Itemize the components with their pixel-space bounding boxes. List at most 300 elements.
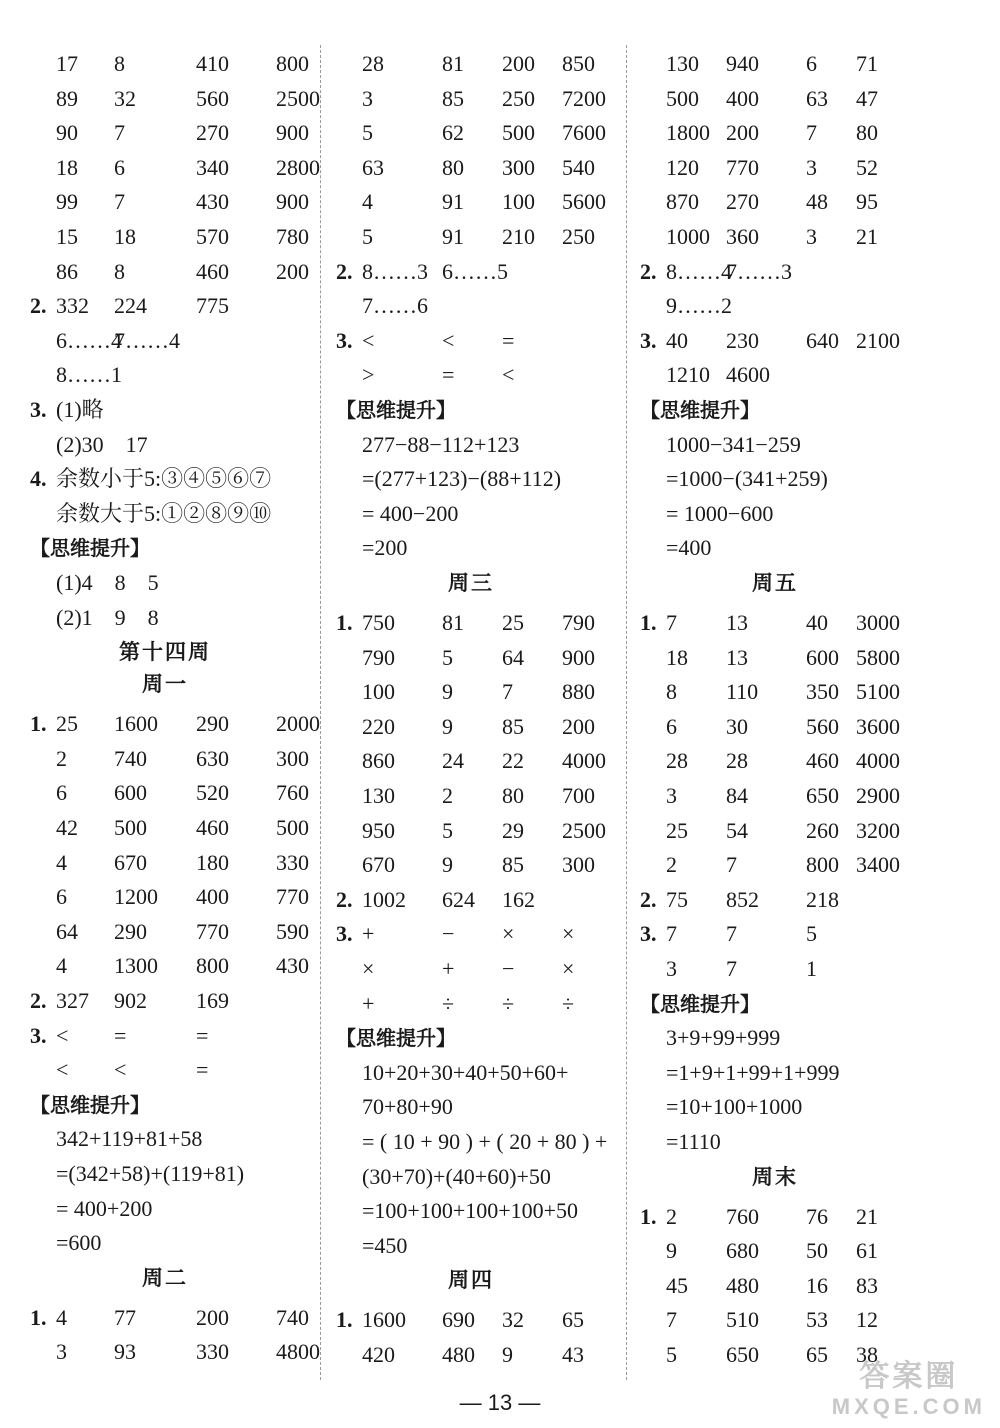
answer-value: 290 bbox=[196, 711, 229, 737]
question-number: 1. bbox=[336, 1307, 353, 1333]
section-heading: 【思维提升】 bbox=[336, 1026, 456, 1051]
answer-value: 600 bbox=[114, 780, 147, 806]
answer-value: + bbox=[362, 921, 375, 947]
answer-value: 1800 bbox=[666, 120, 710, 146]
answer-value: 290 bbox=[114, 918, 147, 944]
answer-value: 400 bbox=[726, 85, 759, 111]
answer-value: (2)30 17 bbox=[56, 431, 148, 457]
answer-value: 5 bbox=[362, 224, 373, 249]
answer-value: 91 bbox=[442, 189, 464, 215]
answer-value: × bbox=[562, 921, 575, 947]
answer-value: 650 bbox=[806, 783, 839, 808]
column-divider-left bbox=[320, 45, 321, 1380]
question-number: 1. bbox=[640, 610, 657, 635]
answer-value: 17 bbox=[56, 51, 78, 76]
question-number: 2. bbox=[30, 988, 47, 1013]
answer-value: 7 bbox=[502, 679, 513, 705]
answer-value: 332 bbox=[56, 293, 89, 319]
page-number: — 13 — bbox=[459, 1390, 541, 1415]
answer-value: 21 bbox=[856, 1203, 878, 1229]
answer-value: 83 bbox=[856, 1272, 878, 1298]
answer-value: 8……1 bbox=[56, 362, 122, 388]
answer-value: 4000 bbox=[562, 748, 606, 774]
answer-value: 770 bbox=[196, 918, 229, 944]
answer-value: 40 bbox=[806, 610, 828, 635]
answer-value: 1600 bbox=[114, 711, 158, 737]
answer-value: 350 bbox=[806, 679, 839, 705]
answer-value: < bbox=[362, 327, 375, 353]
answer-value: 3400 bbox=[856, 852, 900, 878]
answer-value: 61 bbox=[856, 1238, 878, 1264]
answer-value: 510 bbox=[726, 1307, 759, 1333]
answer-value: 8 bbox=[114, 258, 125, 284]
answer-value: 950 bbox=[362, 817, 395, 843]
answer-value: 43 bbox=[562, 1342, 584, 1367]
question-number: 4. bbox=[30, 466, 47, 492]
answer-value: 9 bbox=[502, 1342, 513, 1367]
answer-value: 81 bbox=[442, 51, 464, 76]
answer-value: 4800 bbox=[276, 1339, 320, 1365]
answer-value: 7……4 bbox=[114, 327, 180, 353]
answer-value: 25 bbox=[666, 817, 688, 843]
answer-value: 3 bbox=[362, 85, 373, 111]
answer-value: + bbox=[442, 956, 455, 981]
answer-value: 1210 bbox=[666, 362, 710, 388]
answer-value: 220 bbox=[362, 713, 395, 739]
answer-value: 700 bbox=[562, 783, 595, 808]
answer-value: 15 bbox=[56, 224, 78, 249]
answer-value: 330 bbox=[276, 849, 309, 875]
answer-value: × bbox=[502, 921, 515, 947]
answer-value: =1+9+1+99+1+999 bbox=[666, 1059, 840, 1085]
answer-value: 7 bbox=[726, 852, 737, 878]
answer-value: 2 bbox=[442, 783, 453, 808]
answer-value: =(342+58)+(119+81) bbox=[56, 1161, 245, 1186]
answer-value: 780 bbox=[276, 224, 309, 249]
answer-value: 9 bbox=[442, 852, 453, 878]
answer-value: 900 bbox=[562, 644, 595, 670]
answer-value: 740 bbox=[276, 1304, 309, 1330]
question-number: 3. bbox=[640, 327, 657, 353]
answer-value: ÷ bbox=[442, 990, 455, 1016]
answer-value: 62 bbox=[442, 120, 464, 146]
answer-value: 3200 bbox=[856, 817, 900, 843]
answer-value: 100 bbox=[502, 189, 535, 215]
answer-value: 224 bbox=[114, 293, 147, 319]
answer-value: 5 bbox=[442, 644, 453, 670]
answer-value: 余数小于5:③④⑤⑥⑦ bbox=[56, 466, 272, 492]
answer-value: 8……3 bbox=[362, 258, 428, 284]
answer-value: (30+70)+(40+60)+50 bbox=[362, 1163, 551, 1189]
answer-value: 9 bbox=[442, 713, 453, 739]
answer-value: = bbox=[442, 362, 455, 388]
watermark-logo bbox=[832, 1362, 986, 1422]
answer-value: 52 bbox=[856, 154, 878, 180]
answer-value: 540 bbox=[562, 154, 595, 180]
question-number: 2. bbox=[336, 886, 353, 912]
answer-value: 65 bbox=[562, 1307, 584, 1333]
answer-value: 5600 bbox=[562, 189, 606, 215]
answer-value: 8 bbox=[666, 679, 677, 705]
answer-value: 500 bbox=[114, 815, 147, 840]
answer-value: 25 bbox=[56, 711, 78, 737]
answer-value: = bbox=[196, 1057, 209, 1083]
answer-value: 3 bbox=[806, 224, 817, 249]
answer-value: 500 bbox=[502, 120, 535, 146]
answer-value: 3000 bbox=[856, 610, 900, 635]
answer-value: 1 bbox=[806, 956, 817, 981]
answer-value: 200 bbox=[562, 713, 595, 739]
answer-value: × bbox=[562, 956, 575, 981]
answer-value: 900 bbox=[276, 189, 309, 215]
question-number: 3. bbox=[336, 921, 353, 947]
section-heading: 【思维提升】 bbox=[30, 1092, 150, 1117]
answer-value: 3 bbox=[806, 154, 817, 180]
answer-value: < bbox=[56, 1022, 69, 1048]
answer-value: 80 bbox=[502, 783, 524, 808]
answer-value: 850 bbox=[562, 51, 595, 76]
answer-value: 5 bbox=[442, 817, 453, 843]
answer-value: 71 bbox=[856, 51, 878, 76]
question-number: 1. bbox=[336, 610, 353, 635]
answer-value: < bbox=[442, 327, 455, 353]
answer-value: 110 bbox=[726, 679, 759, 705]
answer-value: = ( 10 + 90 ) + ( 20 + 80 ) + bbox=[362, 1129, 608, 1154]
answer-value: 6 bbox=[806, 51, 817, 76]
answer-value: 260 bbox=[806, 817, 839, 843]
answer-value: 480 bbox=[442, 1342, 475, 1367]
answer-value: 130 bbox=[666, 51, 699, 76]
answer-value: ÷ bbox=[562, 990, 575, 1016]
answer-value: 270 bbox=[726, 189, 759, 215]
answer-value: 770 bbox=[726, 154, 759, 180]
answer-value: 670 bbox=[114, 849, 147, 875]
question-number: 3. bbox=[640, 921, 657, 947]
answer-value: 9 bbox=[442, 679, 453, 705]
answer-value: 余数大于5:①②⑧⑨⑩ bbox=[56, 500, 272, 526]
answer-value: 5100 bbox=[856, 679, 900, 705]
answer-value: 250 bbox=[502, 85, 535, 111]
answer-value: =10+100+1000 bbox=[666, 1094, 803, 1120]
section-heading: 【思维提升】 bbox=[640, 398, 760, 422]
answer-value: 30 bbox=[726, 713, 748, 739]
answer-value: 7 bbox=[114, 189, 125, 215]
answer-value: < bbox=[56, 1057, 69, 1083]
answer-value: 200 bbox=[196, 1304, 229, 1330]
answer-value: (2)1 9 8 bbox=[56, 604, 159, 630]
answer-value: 77 bbox=[114, 1304, 136, 1330]
answer-value: 870 bbox=[666, 189, 699, 215]
answer-value: + bbox=[362, 990, 375, 1016]
answer-value: 50 bbox=[806, 1238, 828, 1264]
answer-value: 85 bbox=[502, 852, 524, 878]
answer-value: 740 bbox=[114, 745, 147, 771]
answer-value: 750 bbox=[362, 610, 395, 635]
answer-value: > bbox=[362, 362, 375, 388]
answer-value: 600 bbox=[806, 644, 839, 670]
answer-value: 5 bbox=[806, 921, 817, 947]
answer-value: 9 bbox=[666, 1238, 677, 1264]
answer-value: 80 bbox=[442, 154, 464, 180]
answer-value: 2 bbox=[666, 852, 677, 878]
answer-value: × bbox=[362, 956, 375, 981]
answer-value: 169 bbox=[196, 988, 229, 1013]
question-number: 3. bbox=[30, 1022, 47, 1048]
answer-value: 218 bbox=[806, 886, 839, 912]
section-heading: 【思维提升】 bbox=[640, 991, 760, 1016]
answer-value: 7200 bbox=[562, 85, 606, 111]
answer-value: 65 bbox=[806, 1342, 828, 1367]
answer-value: 1002 bbox=[362, 886, 406, 912]
answer-value: 7……6 bbox=[362, 293, 428, 319]
answer-value: 430 bbox=[196, 189, 229, 215]
answer-value: 7 bbox=[666, 610, 677, 635]
answer-value: 4000 bbox=[856, 748, 900, 774]
answer-value: (1)4 8 5 bbox=[56, 570, 159, 595]
answer-value: 690 bbox=[442, 1307, 475, 1333]
answer-value: 3 bbox=[56, 1339, 67, 1365]
answer-value: − bbox=[442, 921, 455, 947]
answer-value: 40 bbox=[666, 327, 688, 353]
day-title-thu: 周四 bbox=[448, 1268, 494, 1293]
answer-value: 680 bbox=[726, 1238, 759, 1264]
answer-value: 18 bbox=[56, 154, 78, 180]
answer-value: 800 bbox=[806, 852, 839, 878]
answer-value: 7 bbox=[726, 921, 737, 947]
answer-value: (1)略 bbox=[56, 397, 104, 422]
answer-value: 7 bbox=[726, 956, 737, 981]
answer-value: 48 bbox=[806, 189, 828, 215]
answer-value: = 400+200 bbox=[56, 1195, 153, 1221]
answer-value: 460 bbox=[196, 258, 229, 284]
answer-value: = 400−200 bbox=[362, 500, 459, 526]
answer-value: 200 bbox=[276, 258, 309, 284]
answer-value: 89 bbox=[56, 85, 78, 111]
answer-value: 670 bbox=[362, 852, 395, 878]
answer-value: 590 bbox=[276, 918, 309, 944]
answer-value: 460 bbox=[196, 815, 229, 840]
answer-value: = 1000−600 bbox=[666, 500, 774, 526]
answer-value: 560 bbox=[196, 85, 229, 111]
question-number: 2. bbox=[640, 886, 657, 912]
answer-value: 28 bbox=[726, 748, 748, 774]
question-number: 1. bbox=[640, 1203, 657, 1229]
question-number: 1. bbox=[30, 711, 47, 737]
answer-value: 28 bbox=[362, 51, 384, 76]
answer-value: 327 bbox=[56, 988, 89, 1013]
answer-value: 28 bbox=[666, 748, 688, 774]
answer-value: 18 bbox=[666, 644, 688, 670]
answer-value: =1110 bbox=[666, 1129, 721, 1154]
answer-value: 230 bbox=[726, 327, 759, 353]
answer-value: 460 bbox=[806, 748, 839, 774]
answer-value: =1000−(341+259) bbox=[666, 466, 828, 492]
answer-value: 32 bbox=[114, 85, 136, 111]
answer-value: 13 bbox=[726, 644, 748, 670]
answer-value: 650 bbox=[726, 1342, 759, 1367]
answer-value: 9……2 bbox=[666, 293, 732, 319]
answer-value: 13 bbox=[726, 610, 748, 635]
answer-value: 560 bbox=[806, 713, 839, 739]
answer-value: 500 bbox=[276, 815, 309, 840]
answer-value: 410 bbox=[196, 51, 229, 76]
answer-value: 63 bbox=[362, 154, 384, 180]
question-number: 2. bbox=[336, 258, 353, 284]
answer-value: 162 bbox=[502, 886, 535, 912]
answer-value: 38 bbox=[856, 1342, 878, 1367]
answer-value: 18 bbox=[114, 224, 136, 249]
answer-value: 760 bbox=[276, 780, 309, 806]
answer-value: =600 bbox=[56, 1230, 102, 1256]
watermark-line1: 答案圈 bbox=[859, 1360, 959, 1393]
answer-value: =(277+123)−(88+112) bbox=[362, 466, 562, 492]
answer-value: = bbox=[114, 1022, 127, 1048]
answer-value: 4 bbox=[362, 189, 373, 215]
answer-value: 4 bbox=[56, 1304, 67, 1330]
answer-value: 8 bbox=[114, 51, 125, 76]
answer-value: 3 bbox=[666, 956, 677, 981]
question-number: 2. bbox=[30, 293, 47, 319]
answer-value: 520 bbox=[196, 780, 229, 806]
answer-value: 270 bbox=[196, 120, 229, 146]
answer-value: 32 bbox=[502, 1307, 524, 1333]
answer-value: 790 bbox=[362, 644, 395, 670]
answer-value: 64 bbox=[502, 644, 524, 670]
day-title-fri: 周五 bbox=[752, 571, 798, 595]
answer-value: 5 bbox=[666, 1342, 677, 1367]
answer-value: 330 bbox=[196, 1339, 229, 1365]
answer-value: 21 bbox=[856, 224, 878, 249]
answer-value: 80 bbox=[856, 120, 878, 146]
answer-value: 90 bbox=[56, 120, 78, 146]
week-title: 第十四周 bbox=[119, 640, 211, 665]
answer-value: 130 bbox=[362, 783, 395, 808]
answer-value: 12 bbox=[856, 1307, 878, 1333]
answer-value: 47 bbox=[856, 85, 878, 111]
answer-value: 800 bbox=[196, 953, 229, 979]
answer-value: 24 bbox=[442, 748, 464, 774]
answer-value: 210 bbox=[502, 224, 535, 249]
day-title-weekend: 周末 bbox=[752, 1164, 798, 1189]
answer-value: 22 bbox=[502, 748, 524, 774]
answer-value: 91 bbox=[442, 224, 464, 249]
answer-value: 54 bbox=[726, 817, 748, 843]
answer-value: − bbox=[502, 956, 515, 981]
answer-value: 81 bbox=[442, 610, 464, 635]
answer-value: ÷ bbox=[502, 990, 515, 1016]
answer-value: 500 bbox=[666, 85, 699, 111]
answer-value: 480 bbox=[726, 1272, 759, 1298]
day-title-mon: 周一 bbox=[142, 672, 188, 697]
answer-value: 940 bbox=[726, 51, 759, 76]
answer-value: 3+9+99+999 bbox=[666, 1025, 781, 1051]
answer-value: 2500 bbox=[562, 817, 606, 843]
answer-value: 86 bbox=[56, 258, 78, 284]
answer-value: =200 bbox=[362, 535, 408, 561]
answer-value: 25 bbox=[502, 610, 524, 635]
watermark-line2: MXQE.COM bbox=[831, 1394, 986, 1419]
answer-value: 63 bbox=[806, 85, 828, 111]
answer-value: 770 bbox=[276, 884, 309, 910]
answer-value: 200 bbox=[502, 51, 535, 76]
answer-value: 360 bbox=[726, 224, 759, 249]
answer-value: 570 bbox=[196, 224, 229, 249]
answer-value: 2500 bbox=[276, 85, 320, 111]
answer-value: 7 bbox=[666, 1307, 677, 1333]
day-title-tue: 周二 bbox=[142, 1265, 188, 1290]
answer-value: 6……5 bbox=[442, 258, 508, 284]
answer-value: 880 bbox=[562, 679, 595, 705]
answer-value: 800 bbox=[276, 51, 309, 76]
answer-value: 4600 bbox=[726, 362, 770, 388]
answer-value: 790 bbox=[562, 610, 595, 635]
answer-value: 6 bbox=[666, 713, 677, 739]
answer-value: =450 bbox=[362, 1232, 408, 1258]
answer-value: 42 bbox=[56, 815, 78, 840]
answer-value: 85 bbox=[502, 713, 524, 739]
answer-value: 84 bbox=[726, 783, 748, 808]
answer-value: 70+80+90 bbox=[362, 1094, 453, 1120]
answer-value: 760 bbox=[726, 1203, 759, 1229]
section-heading: 【思维提升】 bbox=[30, 536, 150, 561]
answer-value: < bbox=[502, 362, 515, 388]
answer-value: < bbox=[114, 1057, 127, 1083]
answer-value: 29 bbox=[502, 817, 524, 843]
answer-value: 75 bbox=[666, 886, 688, 912]
answer-value: 53 bbox=[806, 1307, 828, 1333]
column-divider-right bbox=[626, 45, 627, 1380]
answer-value: = bbox=[502, 327, 515, 353]
answer-value: =100+100+100+100+50 bbox=[362, 1198, 579, 1224]
answer-value: 2900 bbox=[856, 783, 900, 808]
answer-value: 5800 bbox=[856, 644, 900, 670]
answer-value: 7 bbox=[666, 921, 677, 947]
day-title-wed: 周三 bbox=[448, 571, 494, 595]
answer-value: 6……4 bbox=[56, 327, 122, 353]
answer-value: 6 bbox=[114, 154, 125, 180]
answer-value: 1200 bbox=[114, 884, 158, 910]
answer-value: 300 bbox=[502, 154, 535, 180]
answer-value: 630 bbox=[196, 745, 229, 771]
answer-value: 99 bbox=[56, 189, 78, 215]
answer-value: 342+119+81+58 bbox=[56, 1126, 203, 1152]
answer-value: 420 bbox=[362, 1342, 395, 1367]
answer-value: 3600 bbox=[856, 713, 900, 739]
answer-value: 300 bbox=[562, 852, 595, 878]
answer-value: 2800 bbox=[276, 154, 320, 180]
question-number: 3. bbox=[336, 327, 353, 353]
answer-value: 45 bbox=[666, 1272, 688, 1298]
answer-value: 2 bbox=[666, 1203, 677, 1229]
answer-value: =400 bbox=[666, 535, 712, 561]
answer-value: 902 bbox=[114, 988, 147, 1013]
answer-value: 1300 bbox=[114, 953, 158, 979]
section-heading: 【思维提升】 bbox=[336, 398, 456, 422]
question-number: 1. bbox=[30, 1304, 47, 1330]
answer-value: 64 bbox=[56, 918, 78, 944]
answer-value: 4 bbox=[56, 953, 67, 979]
answer-value: 250 bbox=[562, 224, 595, 249]
answer-value: 120 bbox=[666, 154, 699, 180]
answer-value: 400 bbox=[196, 884, 229, 910]
answer-value: 7……3 bbox=[726, 258, 792, 284]
answer-value: 624 bbox=[442, 886, 475, 912]
answer-value: 4 bbox=[56, 849, 67, 875]
answer-value: 93 bbox=[114, 1339, 136, 1365]
answer-value: 2000 bbox=[276, 711, 320, 737]
answer-value: 2100 bbox=[856, 327, 900, 353]
answer-value: 10+20+30+40+50+60+ bbox=[362, 1059, 569, 1085]
